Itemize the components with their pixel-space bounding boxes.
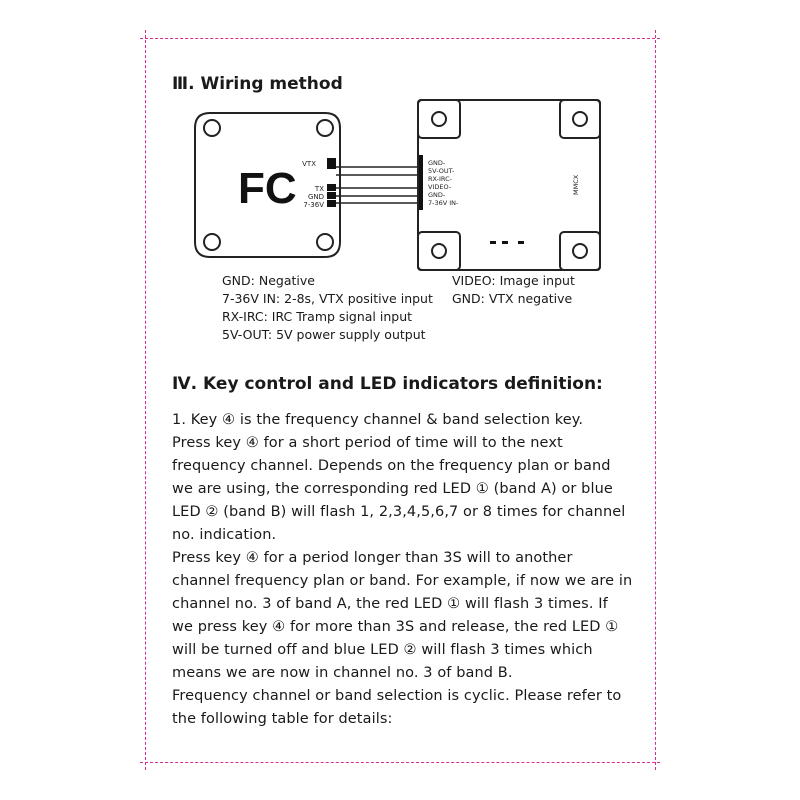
page-border-left [145,30,146,770]
note-gnd: GND: Negative [222,273,315,288]
vtx-mount-hole [573,244,587,258]
vtx-pin-label: RX-IRC- [428,175,452,183]
body-line: will be turned off and blue LED ② will flash 3 times which [172,642,593,658]
body-line: frequency channel. Depends on the frequency plan or band [172,458,611,474]
page-border-top [140,38,660,39]
vtx-led [490,241,496,244]
fc-pin-label: VTX [302,160,316,168]
body-line: channel frequency plan or band. For example, if now we are in [172,573,633,589]
body-line: no. indication. [172,527,277,543]
wiring-heading: Ⅲ. Wiring method [172,74,343,94]
fc-pad [327,158,336,169]
fc-mount-hole [317,120,333,136]
vtx-mount-hole [432,112,446,126]
fc-pin-label: 7-36V [303,201,324,209]
body-line: Frequency channel or band selection is cyclic. Please refer to [172,688,622,704]
vtx-pin-header [419,155,423,210]
vtx-pin-label: 7-36V IN- [428,199,459,207]
note-vtx-gnd: GND: VTX negative [452,291,573,306]
body-line: we are using, the corresponding red LED ① (band A) or blue [172,481,613,497]
body-line: 1. Key ④ is the frequency channel & band selection key. [172,412,584,428]
body-line: Press key ④ for a period longer than 3S will to another [172,550,573,566]
wires [336,167,422,203]
wiring-diagram [190,95,610,275]
vtx-led [502,241,508,244]
vtx-pin-label: 5V-OUT- [428,167,455,175]
note-rx-irc: RX-IRC: IRC Tramp signal input [222,309,413,324]
body-line: Press key ④ for a short period of time will to the next [172,435,563,451]
note-power-in: 7-36V IN: 2-8s, VTX positive input [222,291,433,306]
fc-pin-label: TX [314,185,324,193]
vtx-mount-hole [432,244,446,258]
note-video: VIDEO: Image input [452,273,575,288]
fc-mount-hole [204,234,220,250]
body-line: channel no. 3 of band A, the red LED ① will flash 3 times. If [172,596,608,612]
page-border-bottom [140,762,660,763]
body-line: means we are now in channel no. 3 of band B. [172,665,513,681]
body-line: LED ② (band B) will flash 1, 2,3,4,5,6,7 or 8 times for channel [172,504,626,520]
vtx-mount-hole [573,112,587,126]
fc-label: FC [238,164,297,213]
note-5v-out: 5V-OUT: 5V power supply output [222,327,426,342]
fc-pad [327,184,336,191]
fc-pin-label: GND [307,193,324,201]
vtx-board [418,100,600,270]
page-border-right [655,30,656,770]
fc-pad [327,200,336,207]
fc-mount-hole [204,120,220,136]
fc-mount-hole [317,234,333,250]
mmcx-label: MMCX [572,174,580,195]
body-line: the following table for details: [172,711,393,727]
body-line: we press key ④ for more than 3S and release, the red LED ① [172,619,619,635]
fc-board [195,113,340,257]
vtx-pin-label: GND- [428,159,446,167]
key-section-heading: Ⅳ. Key control and LED indicators definition: [172,374,603,394]
vtx-pin-label: VIDEO- [428,183,452,191]
fc-pad [327,192,336,199]
vtx-led [518,241,524,244]
vtx-pin-label: GND- [428,191,446,199]
